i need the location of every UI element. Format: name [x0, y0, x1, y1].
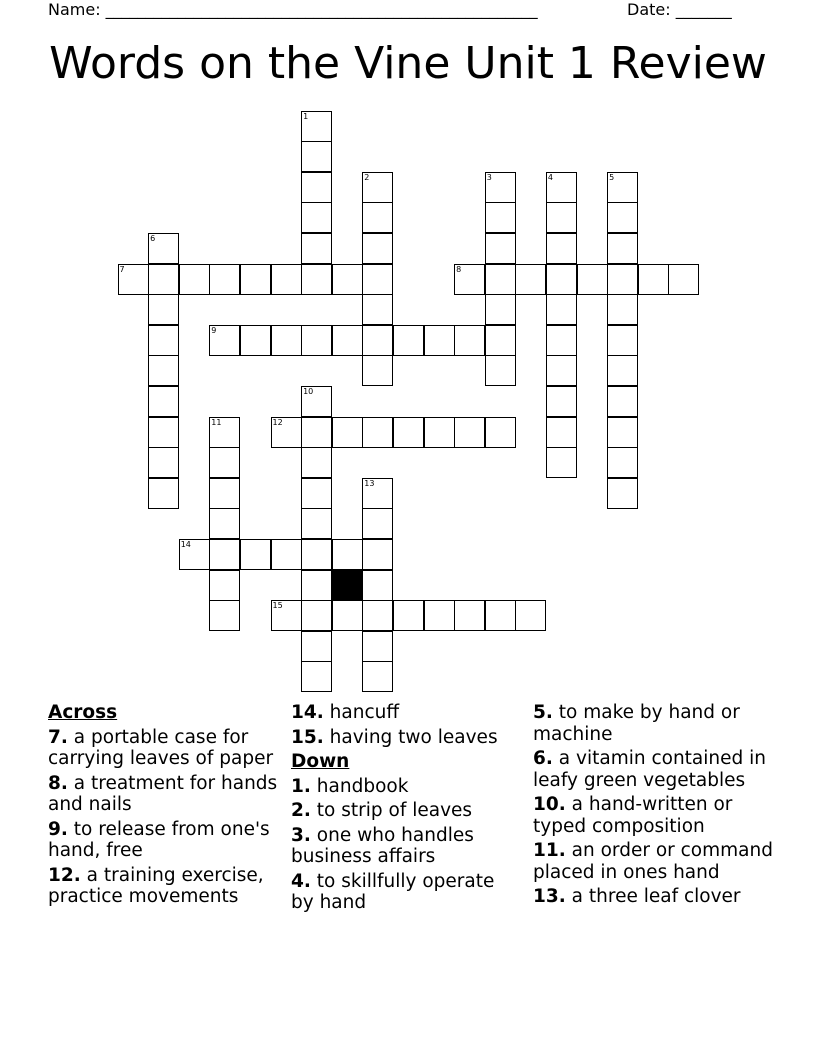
down-clue	[533, 840, 773, 883]
clue-number-label: 2	[364, 172, 370, 182]
clue-number-label: 5	[609, 172, 615, 182]
crossword-cell[interactable]	[362, 508, 393, 539]
clue-text: a vitamin contained in leafy green vegetables	[533, 748, 767, 791]
clue-text: a treatment for hands and nails	[48, 772, 278, 815]
clue-number-label: 9	[211, 325, 217, 335]
crossword-cell[interactable]	[454, 600, 485, 631]
across-clue	[291, 702, 521, 724]
clue-text: to skillfully operate by hand	[291, 870, 495, 913]
crossword-cell[interactable]	[424, 600, 455, 631]
crossword-cell[interactable]	[607, 294, 638, 325]
crossword-cell[interactable]	[546, 172, 577, 203]
crossword-cell[interactable]	[362, 233, 393, 264]
clue-number-label: 6	[150, 233, 156, 243]
crossword-cell[interactable]	[485, 417, 516, 448]
crossword-cell[interactable]	[332, 600, 363, 631]
clue-number: 5.	[533, 702, 553, 723]
crossword-cell[interactable]	[485, 233, 516, 264]
down-clue	[291, 776, 521, 798]
crossword-cell[interactable]	[179, 264, 210, 295]
crossword-cell[interactable]	[332, 417, 363, 448]
crossword-cell[interactable]	[515, 600, 546, 631]
crossword-cell[interactable]	[362, 202, 393, 233]
clue-number-label: 13	[364, 478, 375, 488]
clue-text: an order or command placed in ones hand	[533, 840, 773, 883]
clue-text: having two leaves	[329, 726, 498, 748]
crossword-cell[interactable]	[546, 417, 577, 448]
across-clue	[48, 773, 278, 816]
crossword-cell[interactable]	[485, 294, 516, 325]
crossword-cell[interactable]	[424, 417, 455, 448]
down-clue	[533, 794, 773, 837]
clue-number: 3.	[291, 824, 311, 846]
clue-number: 7.	[48, 726, 68, 748]
clue-number-label: 4	[547, 172, 553, 182]
crossword-cell[interactable]	[362, 478, 393, 509]
crossword-cell[interactable]	[209, 508, 240, 539]
crossword-cell[interactable]	[332, 325, 363, 356]
crossword-cell[interactable]	[485, 355, 516, 386]
crossword-cell[interactable]	[240, 264, 271, 295]
crossword-cell[interactable]	[638, 264, 669, 295]
clue-text: to release from one's hand, free	[48, 818, 270, 861]
crossword-cell[interactable]	[546, 447, 577, 478]
crossword-cell[interactable]	[148, 478, 179, 509]
crossword-cell[interactable]	[148, 233, 179, 264]
crossword-cell[interactable]	[454, 417, 485, 448]
across-clue	[48, 727, 278, 770]
crossword-cell[interactable]	[209, 570, 240, 601]
crossword-cell[interactable]	[362, 539, 393, 570]
clues-column-2	[291, 702, 521, 917]
crossword-cell[interactable]	[332, 539, 363, 570]
clue-text: a three leaf clover	[571, 886, 741, 907]
down-clue	[291, 825, 521, 868]
crossword-cell[interactable]	[301, 264, 332, 295]
crossword-cell[interactable]	[148, 264, 179, 295]
clue-text: handbook	[316, 775, 409, 797]
crossword-cell[interactable]	[668, 264, 699, 295]
clue-number: 14.	[291, 702, 324, 723]
crossword-cell[interactable]	[209, 264, 240, 295]
clue-text: a training exercise, practice movements	[48, 864, 264, 907]
crossword-cell[interactable]	[607, 233, 638, 264]
crossword-cell[interactable]	[546, 202, 577, 233]
crossword-cell[interactable]	[301, 570, 332, 601]
clue-number: 13.	[533, 886, 566, 907]
clue-number-label: 1	[303, 111, 309, 121]
clue-number: 9.	[48, 818, 68, 840]
crossword-cell[interactable]	[393, 325, 424, 356]
crossword-cell[interactable]	[485, 172, 516, 203]
crossword-cell[interactable]	[362, 600, 393, 631]
crossword-cell[interactable]	[607, 447, 638, 478]
crossword-cell[interactable]	[179, 539, 210, 570]
crossword-cell[interactable]	[362, 631, 393, 662]
down-clue	[291, 871, 521, 914]
crossword-cell[interactable]	[148, 294, 179, 325]
down-heading: Down	[291, 751, 350, 772]
clue-number: 11.	[533, 840, 566, 861]
crossword-cell[interactable]	[424, 325, 455, 356]
page-title: Words on the Vine Unit 1 Review	[49, 38, 767, 89]
clue-number: 1.	[291, 775, 311, 797]
crossword-cell[interactable]	[301, 111, 332, 142]
crossword-cell[interactable]	[271, 264, 302, 295]
date-field-label: Date: _______	[627, 0, 732, 19]
crossword-cell[interactable]	[209, 325, 240, 356]
crossword-cell[interactable]	[485, 264, 516, 295]
crossword-cell[interactable]	[271, 325, 302, 356]
clue-number: 12.	[48, 864, 81, 886]
clue-text: to strip of leaves	[316, 800, 473, 821]
down-clue	[533, 886, 773, 908]
crossword-cell[interactable]	[362, 172, 393, 203]
crossword-cell[interactable]	[393, 600, 424, 631]
clue-number: 6.	[533, 748, 553, 769]
crossword-cell[interactable]	[485, 202, 516, 233]
crossword-cell[interactable]	[271, 417, 302, 448]
clues-column-3	[533, 702, 773, 911]
crossword-cell[interactable]	[118, 264, 149, 295]
crossword-cell[interactable]	[607, 478, 638, 509]
crossword-cell[interactable]	[301, 233, 332, 264]
crossword-cell[interactable]	[607, 386, 638, 417]
crossword-cell[interactable]	[301, 202, 332, 233]
crossword-cell[interactable]	[209, 478, 240, 509]
crossword-cell[interactable]	[607, 355, 638, 386]
clue-text: a hand-written or typed composition	[533, 794, 733, 837]
crossword-cell[interactable]	[301, 661, 332, 692]
clue-text: a portable case for carrying leaves of paper	[48, 726, 274, 769]
crossword-cell[interactable]	[301, 600, 332, 631]
crossword-cell[interactable]	[148, 386, 179, 417]
clue-number-label: 11	[211, 417, 222, 427]
crossword-cell[interactable]	[271, 600, 302, 631]
crossword-cell[interactable]	[301, 386, 332, 417]
crossword-cell[interactable]	[301, 325, 332, 356]
crossword-cell[interactable]	[301, 508, 332, 539]
crossword-cell[interactable]	[607, 325, 638, 356]
crossword-cell[interactable]	[271, 539, 302, 570]
crossword-cell[interactable]	[301, 631, 332, 662]
crossword-cell[interactable]	[301, 417, 332, 448]
clue-number: 4.	[291, 870, 311, 892]
crossword-cell[interactable]	[454, 264, 485, 295]
crossword-cell[interactable]	[209, 539, 240, 570]
clue-number-label: 15	[272, 601, 283, 611]
crossword-cell[interactable]	[332, 264, 363, 295]
crossword-cell[interactable]	[546, 325, 577, 356]
clues-column-1	[48, 702, 278, 911]
crossword-cell[interactable]	[393, 417, 424, 448]
crossword-cell[interactable]	[301, 172, 332, 203]
black-square	[332, 570, 363, 601]
crossword-cell[interactable]	[240, 325, 271, 356]
crossword-cell[interactable]	[301, 447, 332, 478]
crossword-cell[interactable]	[148, 417, 179, 448]
across-clue	[291, 727, 521, 749]
crossword-cell[interactable]	[148, 355, 179, 386]
crossword-cell[interactable]	[454, 325, 485, 356]
crossword-cell[interactable]	[240, 539, 271, 570]
crossword-cell[interactable]	[515, 264, 546, 295]
clue-number: 2.	[291, 800, 311, 821]
clue-number-label: 12	[272, 417, 283, 427]
clue-text: to make by hand or machine	[533, 702, 740, 745]
crossword-cell[interactable]	[485, 325, 516, 356]
down-clue	[533, 702, 773, 745]
clue-number-label: 8	[456, 264, 462, 274]
crossword-cell[interactable]	[577, 264, 608, 295]
crossword-cell[interactable]	[546, 264, 577, 295]
clue-number: 8.	[48, 772, 68, 794]
across-heading: Across	[48, 702, 118, 723]
clue-number: 15.	[291, 726, 324, 748]
crossword-cell[interactable]	[362, 570, 393, 601]
crossword-cell[interactable]	[362, 294, 393, 325]
crossword-cell[interactable]	[209, 417, 240, 448]
clue-number: 10.	[533, 794, 566, 815]
crossword-cell[interactable]	[607, 202, 638, 233]
crossword-cell[interactable]	[607, 264, 638, 295]
clue-number-label: 10	[303, 386, 314, 396]
across-clue	[48, 819, 278, 862]
down-clue	[291, 800, 521, 822]
crossword-cell[interactable]	[362, 264, 393, 295]
crossword-cell[interactable]	[485, 600, 516, 631]
crossword-cell[interactable]	[301, 141, 332, 172]
crossword-cell[interactable]	[362, 661, 393, 692]
clue-number-label: 3	[486, 172, 492, 182]
crossword-cell[interactable]	[362, 417, 393, 448]
crossword-cell[interactable]	[546, 355, 577, 386]
clue-number-label: 7	[119, 264, 125, 274]
crossword-cell[interactable]	[301, 539, 332, 570]
clue-number-label: 14	[180, 539, 191, 549]
crossword-cell[interactable]	[209, 600, 240, 631]
crossword-cell[interactable]	[546, 386, 577, 417]
across-clue	[48, 865, 278, 908]
crossword-cell[interactable]	[362, 355, 393, 386]
crossword-cell[interactable]	[362, 325, 393, 356]
crossword-cell[interactable]	[607, 417, 638, 448]
crossword-cell[interactable]	[607, 172, 638, 203]
crossword-cell[interactable]	[148, 325, 179, 356]
clue-text: one who handles business affairs	[291, 824, 474, 867]
clue-text: hancuff	[329, 702, 400, 723]
down-clue	[533, 748, 773, 791]
crossword-cell[interactable]	[546, 294, 577, 325]
crossword-cell[interactable]	[546, 233, 577, 264]
crossword-cell[interactable]	[148, 447, 179, 478]
name-field-label: Name: ______________________________________________________	[48, 0, 538, 19]
crossword-cell[interactable]	[209, 447, 240, 478]
crossword-cell[interactable]	[301, 478, 332, 509]
